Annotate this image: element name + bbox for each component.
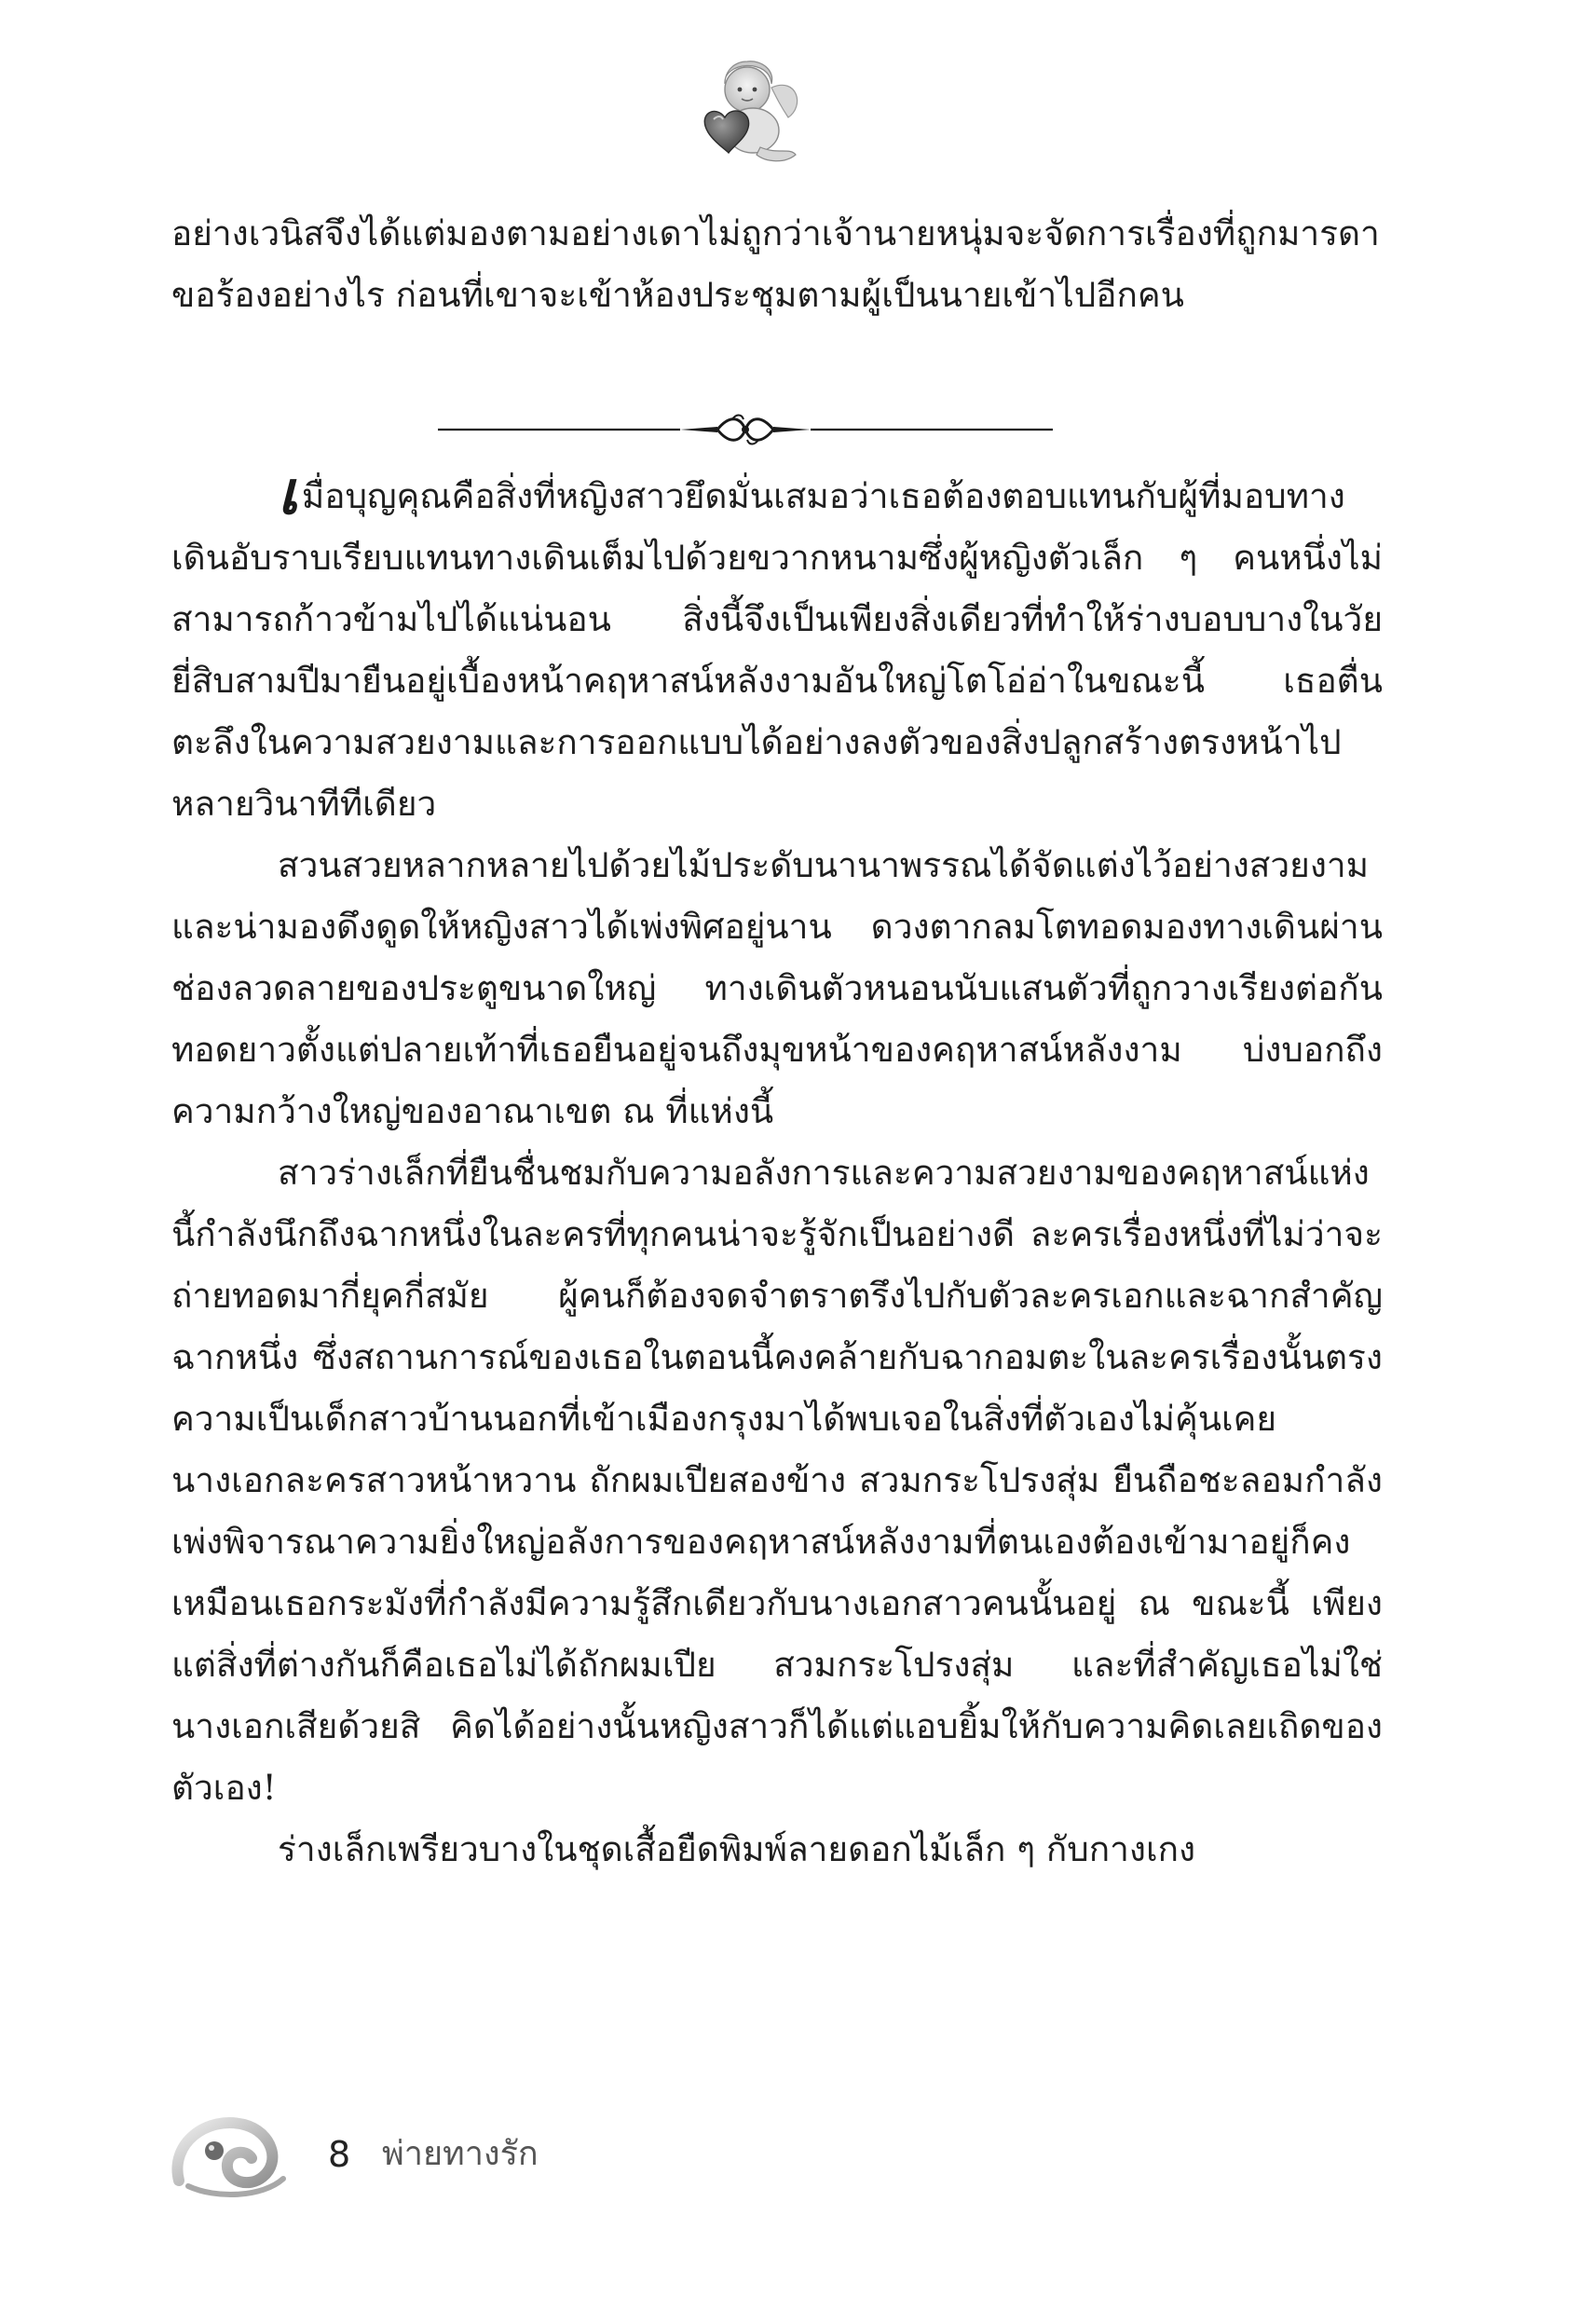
body-text-block [171,458,1383,1880]
flourish-divider-icon [438,406,1053,453]
paragraph-1 [171,458,1383,835]
paragraph-1-text: มื่อบุญคุณคือสิ่งที่หญิงสาวยึดมั่นเสมอว่าเธอต้องตอบแทนกับผู้ที่มอบทางเดินอับราบเรียบแทนทางเดินเต็มไปด้วยขวากหนามซึ่งผู้หญิงตัวเล็ก ๆ คนหนึ่งไม่สามารถก้าวข้ามไปได้แน่นอน สิ่งนี้จึงเป็นเพียงสิ่งเดียวที่ทำให้ร่างบอบบางในวัยยี่สิบสามปีมายืนอยู่เบื้องหน้าคฤหาสน์หลังงามอันใหญ่โตโอ่อ่าในขณะนี้ เธอตื่นตะลึงในความสวยงามและการออกแบบได้อย่างลงตัวของสิ่งปลูกสร้างตรงหน้าไปหลายวินาทีทีเดียว [171,476,1383,824]
intro-paragraph-block [171,203,1383,326]
drop-cap: เ [278,458,298,528]
page-number: 8 [328,2134,351,2175]
paragraph-4: ร่างเล็กเพรียวบางในชุดเสื้อยืดพิมพ์ลายดอกไม้เล็ก ๆ กับกางเกง [278,1829,1196,1869]
cupid-heart-icon [688,50,809,171]
paragraph-3: สาวร่างเล็กที่ยืนชื่นชมกับความอลังการและความสวยงามของคฤหาสน์แห่งนี้กำลังนึกถึงฉากหนึ่งในละครที่ทุกคนน่าจะรู้จักเป็นอย่างดี ละครเรื่องหนึ่งที่ไม่ว่าจะถ่ายทอดมากี่ยุคกี่สมัย ผู้คนก็ต้องจดจำตราตรึงไปกับตัวละครเอกและฉากสำคัญฉากหนึ่ง ซึ่งสถานการณ์ของเธอในตอนนี้คงคล้ายกับฉากอมตะในละครเรื่องนั้นตรงความเป็นเด็กสาวบ้านนอกที่เข้าเมืองกรุงมาได้พบเจอในสิ่งที่ตัวเองไม่คุ้นเคย นางเอกละครสาวหน้าหวาน ถักผมเปียสองข้าง สวมกระโปรงสุ่ม ยืนถือชะลอมกำลังเพ่งพิจารณาความยิ่งใหญ่อลังการของคฤหาสน์หลังงามที่ตนเองต้องเข้ามาอยู่ก็คงเหมือนเธอกระมังที่กำลังมีความรู้สึกเดียวกับนางเอกสาวคนนั้นอยู่ ณ ขณะนี้ เพียงแต่สิ่งที่ต่างกันก็คือเธอไม่ได้ถักผมเปีย สวมกระโปรงสุ่ม และที่สำคัญเธอไม่ใช่นางเอกเสียด้วยสิ คิดได้อย่างนั้นหญิงสาวก็ได้แต่แอบยิ้มให้กับความคิดเลยเถิดของตัวเอง! [171,1153,1383,1808]
intro-paragraph: อย่างเวนิสจึงได้แต่มองตามอย่างเดาไม่ถูกว่าเจ้านายหนุ่มจะจัดการเรื่องที่ถูกมารดาขอร้องอย่างไร ก่อนที่เขาจะเข้าห้องประชุมตามผู้เป็นนายเข้าไปอีกคน [171,213,1380,315]
swirl-ornament-icon [160,2097,300,2208]
book-title: พ่ายทางรัก [382,2135,539,2173]
paragraph-2: สวนสวยหลากหลายไปด้วยไม้ประดับนานาพรรณได้จัดแต่งไว้อย่างสวยงามและน่ามองดึงดูดให้หญิงสาวได้เพ่งพิศอยู่นาน ดวงตากลมโตทอดมองทางเดินผ่านช่องลวดลายของประตูขนาดใหญ่ ทางเดินตัวหนอนนับแสนตัวที่ถูกวางเรียงต่อกันทอดยาวตั้งแต่ปลายเท้าที่เธอยืนอยู่จนถึงมุขหน้าของคฤหาสน์หลังงาม บ่งบอกถึงความกว้างใหญ่ของอาณาเขต ณ ที่แห่งนี้ [171,845,1383,1131]
